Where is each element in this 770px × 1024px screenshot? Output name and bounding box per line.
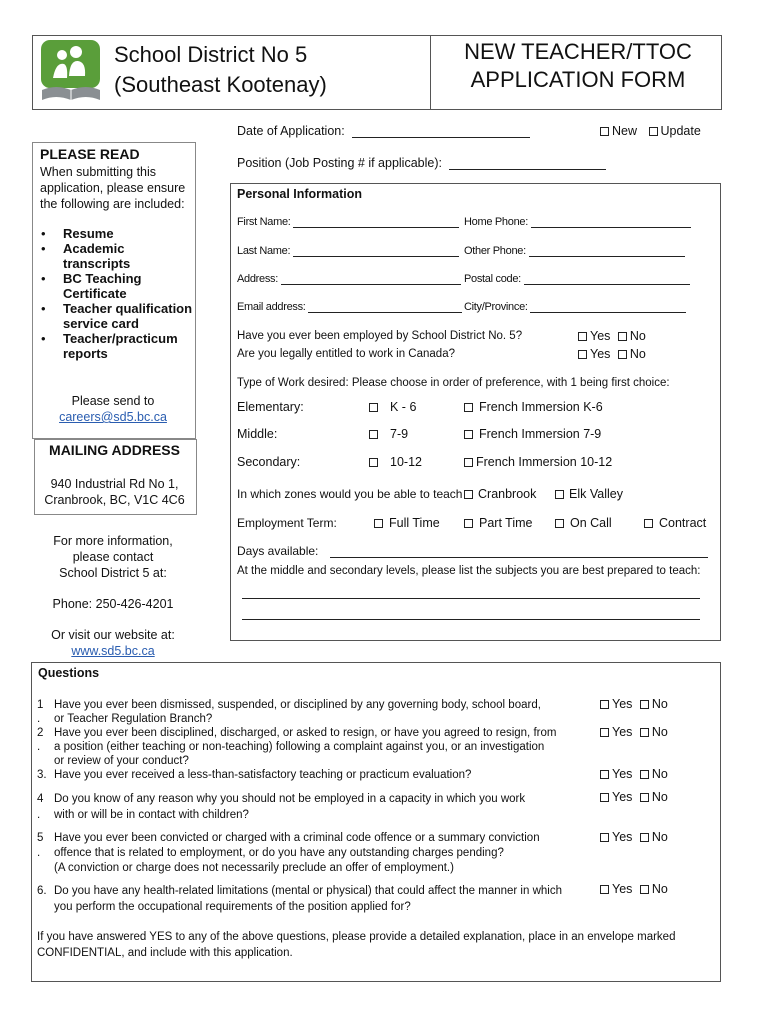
- q6-no-checkbox[interactable]: [640, 885, 649, 894]
- city-label: City/Province:: [464, 301, 528, 313]
- question-text: [54, 831, 574, 876]
- contact-info: [32, 533, 194, 581]
- date-field: [237, 124, 530, 138]
- contact-info-line: please contact: [72, 550, 154, 564]
- question-line: or review of your conduct?: [54, 755, 189, 767]
- question-text: [54, 698, 574, 726]
- no-label: No: [651, 725, 668, 739]
- question-line: Do you know of any reason why you should not be employed in a capacity in which you work: [54, 793, 526, 805]
- zone-elk-valley-checkbox[interactable]: [555, 490, 564, 499]
- date-input[interactable]: [352, 125, 530, 138]
- no-label: No: [651, 767, 668, 781]
- on-call-label: On Call: [570, 516, 612, 530]
- send-to-label: Please send to: [71, 394, 155, 408]
- no-label: No: [629, 347, 646, 361]
- question-line: or Teacher Regulation Branch?: [54, 713, 213, 725]
- question-line: Do you have any health-related limitations (mental or physical) that could affect the manner in which: [54, 885, 562, 897]
- footer-line: CONFIDENTIAL, and include with this application.: [37, 947, 293, 959]
- question-number: 2 .: [37, 727, 44, 753]
- home-phone-field: [464, 216, 691, 228]
- district-name: [114, 40, 327, 100]
- question-text: [54, 791, 574, 823]
- zones-label: In which zones would you be able to teach: [237, 487, 463, 501]
- full-time-checkbox[interactable]: [374, 519, 383, 528]
- elementary-fi-checkbox[interactable]: [464, 403, 473, 412]
- no-label: No: [629, 329, 646, 343]
- yes-label: Yes: [612, 830, 633, 844]
- q2-yes-checkbox[interactable]: [600, 728, 609, 737]
- yes-label: Yes: [612, 767, 633, 781]
- no-label: No: [651, 697, 668, 711]
- contact-phone: Phone: 250-426-4201: [52, 597, 174, 611]
- last-name-input[interactable]: [293, 245, 459, 257]
- question-line: you perform the occupational requirements of the position applied for?: [54, 901, 411, 913]
- list-item: • Resume: [63, 226, 195, 241]
- district-name-line2: (Southeast Kootenay): [114, 72, 327, 97]
- please-read-intro: When submitting this application, please ensure the following are included:: [40, 165, 186, 211]
- yes-label: Yes: [612, 725, 633, 739]
- yes-label: Yes: [612, 790, 633, 804]
- days-available-label: Days available:: [237, 544, 319, 558]
- question-number: 1 .: [37, 699, 44, 725]
- personal-info-heading: Personal Information: [237, 187, 363, 201]
- elementary-label: Elementary:: [237, 400, 304, 414]
- contract-option: [644, 516, 706, 530]
- list-item: • Teacher qualification service card: [63, 301, 195, 331]
- yes-label: Yes: [612, 882, 633, 896]
- address-input[interactable]: [281, 273, 461, 285]
- question-number: 4 .: [37, 793, 44, 821]
- update-checkbox[interactable]: [649, 127, 658, 136]
- update-label: Update: [660, 124, 701, 138]
- secondary-grade-checkbox[interactable]: [369, 458, 378, 467]
- q1-no-checkbox[interactable]: [640, 700, 649, 709]
- last-name-label: Last Name:: [237, 245, 291, 257]
- new-checkbox[interactable]: [600, 127, 609, 136]
- district-name-line1: School District No 5: [114, 42, 308, 67]
- question-line: Have you ever been disciplined, discharged, or asked to resign, or have you agreed to resign, from: [54, 727, 557, 739]
- zone-elk-valley-label: Elk Valley: [569, 487, 623, 501]
- question-5-answer: [600, 830, 668, 844]
- question-line: a position (either teaching or non-teaching) following a complaint against you, or an investigation: [54, 741, 545, 753]
- list-item: • Teacher/practicum reports: [63, 331, 195, 361]
- middle-fi-option: [464, 427, 601, 441]
- secondary-grade-option: [369, 455, 422, 469]
- part-time-option: [464, 516, 533, 530]
- question-line: with or will be in contact with children?: [54, 809, 249, 821]
- work-type-label: Type of Work desired: Please choose in order of preference, with 1 being first choice:: [237, 377, 670, 389]
- first-name-field: [237, 216, 459, 228]
- yes-label: Yes: [612, 697, 633, 711]
- form-title-line2: APPLICATION FORM: [470, 67, 686, 92]
- address-label: Address:: [237, 273, 279, 285]
- employed-answer: [578, 329, 646, 343]
- part-time-checkbox[interactable]: [464, 519, 473, 528]
- middle-grade-option: [369, 427, 408, 441]
- address-field: [237, 273, 461, 285]
- careers-email-link[interactable]: careers@sd5.bc.ca: [59, 410, 167, 424]
- zone-cranbrook-checkbox[interactable]: [464, 490, 473, 499]
- first-name-input[interactable]: [293, 216, 459, 228]
- list-item: • BC Teaching Certificate: [63, 271, 195, 301]
- date-label: Date of Application:: [237, 124, 345, 138]
- elementary-grade-checkbox[interactable]: [369, 403, 378, 412]
- home-phone-input[interactable]: [531, 216, 691, 228]
- required-items-list: [35, 226, 195, 361]
- question-line: Have you ever received a less-than-satisfactory teaching or practicum evaluation?: [54, 769, 472, 781]
- yes-label: Yes: [590, 347, 611, 361]
- q5-no-checkbox[interactable]: [640, 833, 649, 842]
- list-item: • Academic transcripts: [63, 241, 195, 271]
- q3-no-checkbox[interactable]: [640, 770, 649, 779]
- q5-yes-checkbox[interactable]: [600, 833, 609, 842]
- no-label: No: [651, 830, 668, 844]
- subjects-input-line-1[interactable]: [242, 598, 700, 599]
- secondary-fi-option: [464, 455, 612, 469]
- middle-fi-checkbox[interactable]: [464, 430, 473, 439]
- on-call-checkbox[interactable]: [555, 519, 564, 528]
- questions-footer: [37, 929, 713, 961]
- position-field: [237, 156, 606, 170]
- secondary-label: Secondary:: [237, 455, 301, 469]
- website-link[interactable]: www.sd5.bc.ca: [71, 644, 155, 658]
- full-time-option: [374, 516, 440, 530]
- entitled-answer: [578, 347, 646, 361]
- position-label: Position (Job Posting # if applicable):: [237, 156, 442, 170]
- postal-code-input[interactable]: [524, 273, 690, 285]
- other-phone-input[interactable]: [529, 245, 685, 257]
- question-3-answer: [600, 767, 668, 781]
- elementary-fi-option: [464, 400, 603, 414]
- yes-label: Yes: [590, 329, 611, 343]
- secondary-grade-label: 10-12: [390, 455, 422, 469]
- question-6-answer: [600, 882, 668, 896]
- middle-grade-checkbox[interactable]: [369, 430, 378, 439]
- question-line: Have you ever been dismissed, suspended, or disciplined by any governing body, school board,: [54, 699, 541, 711]
- middle-label: Middle:: [237, 427, 278, 441]
- position-input[interactable]: [449, 157, 606, 170]
- q1-yes-checkbox[interactable]: [600, 700, 609, 709]
- contract-label: Contract: [659, 516, 707, 530]
- footer-line: If you have answered YES to any of the above questions, please provide a detailed explanation, place in an envelope marked: [37, 931, 676, 943]
- q4-no-checkbox[interactable]: [640, 793, 649, 802]
- question-line: Have you ever been convicted or charged with a criminal code offence or a summary conviction: [54, 832, 540, 844]
- q4-yes-checkbox[interactable]: [600, 793, 609, 802]
- city-field: [464, 301, 686, 313]
- employed-yes-checkbox[interactable]: [578, 332, 587, 341]
- contact-info-line: For more information,: [53, 534, 173, 548]
- contract-checkbox[interactable]: [644, 519, 653, 528]
- email-field: [237, 301, 462, 313]
- question-line: (A conviction or charge does not necessarily preclude an offer of employment.): [54, 862, 454, 874]
- no-label: No: [651, 790, 668, 804]
- email-input[interactable]: [308, 301, 462, 313]
- question-text: [54, 726, 574, 768]
- entitled-yes-checkbox[interactable]: [578, 350, 587, 359]
- elementary-grade-option: [369, 400, 416, 414]
- question-2-answer: [600, 725, 668, 739]
- address-line1: 940 Industrial Rd No 1,: [50, 477, 179, 491]
- days-available-input[interactable]: [330, 545, 708, 558]
- on-call-option: [555, 516, 612, 530]
- q6-yes-checkbox[interactable]: [600, 885, 609, 894]
- postal-code-field: [464, 273, 690, 285]
- header-divider: [430, 35, 431, 109]
- last-name-field: [237, 245, 459, 257]
- mailing-address: [34, 476, 195, 508]
- secondary-fi-checkbox[interactable]: [464, 458, 473, 467]
- home-phone-label: Home Phone:: [464, 216, 528, 228]
- question-number: 5 .: [37, 832, 44, 859]
- days-available-field: [237, 544, 708, 558]
- new-label: New: [612, 124, 638, 138]
- website-label: Or visit our website at:: [51, 628, 175, 642]
- employed-no-checkbox[interactable]: [618, 332, 627, 341]
- form-title-line1: NEW TEACHER/TTOC: [464, 39, 692, 64]
- question-text: [54, 768, 574, 782]
- middle-fi-label: French Immersion 7-9: [479, 427, 602, 441]
- address-line2: Cranbrook, BC, V1C 4C6: [44, 493, 185, 507]
- please-read-heading: PLEASE READ: [40, 146, 140, 162]
- subjects-label: At the middle and secondary levels, please list the subjects you are best prepared to teach:: [237, 565, 701, 577]
- part-time-label: Part Time: [479, 516, 533, 530]
- elementary-fi-label: French Immersion K-6: [479, 400, 603, 414]
- district-logo: [40, 40, 102, 102]
- q3-yes-checkbox[interactable]: [600, 770, 609, 779]
- entitled-question: Are you legally entitled to work in Canada?: [237, 348, 455, 360]
- zone-cranbrook-option: [464, 487, 536, 501]
- question-line: offence that is related to employment, or do you have any outstanding charges pending?: [54, 847, 504, 859]
- first-name-label: First Name:: [237, 216, 291, 228]
- zone-cranbrook-label: Cranbrook: [478, 487, 537, 501]
- contact-info-line: School District 5 at:: [59, 566, 167, 580]
- form-title: [440, 38, 716, 94]
- mailing-address-heading: MAILING ADDRESS: [49, 442, 180, 458]
- zone-elk-valley-option: [555, 487, 623, 501]
- questions-heading: Questions: [38, 666, 100, 680]
- question-number: 6.: [37, 885, 47, 897]
- other-phone-field: [464, 245, 685, 257]
- q2-no-checkbox[interactable]: [640, 728, 649, 737]
- no-label: No: [651, 882, 668, 896]
- email-label: Email address:: [237, 301, 306, 313]
- middle-grade-label: 7-9: [390, 427, 409, 441]
- question-text: [54, 883, 574, 915]
- employed-question: Have you ever been employed by School District No. 5?: [237, 330, 523, 342]
- question-1-answer: [600, 697, 668, 711]
- subjects-input-line-2[interactable]: [242, 619, 700, 620]
- new-update-choice: [600, 124, 701, 138]
- elementary-grade-label: K - 6: [390, 400, 417, 414]
- city-input[interactable]: [530, 301, 686, 313]
- other-phone-label: Other Phone:: [464, 245, 526, 257]
- question-4-answer: [600, 790, 668, 804]
- entitled-no-checkbox[interactable]: [618, 350, 627, 359]
- full-time-label: Full Time: [389, 516, 440, 530]
- employment-term-label: Employment Term:: [237, 516, 337, 530]
- postal-code-label: Postal code:: [464, 273, 521, 285]
- secondary-fi-label: French Immersion 10-12: [476, 455, 613, 469]
- question-number: 3.: [37, 769, 47, 781]
